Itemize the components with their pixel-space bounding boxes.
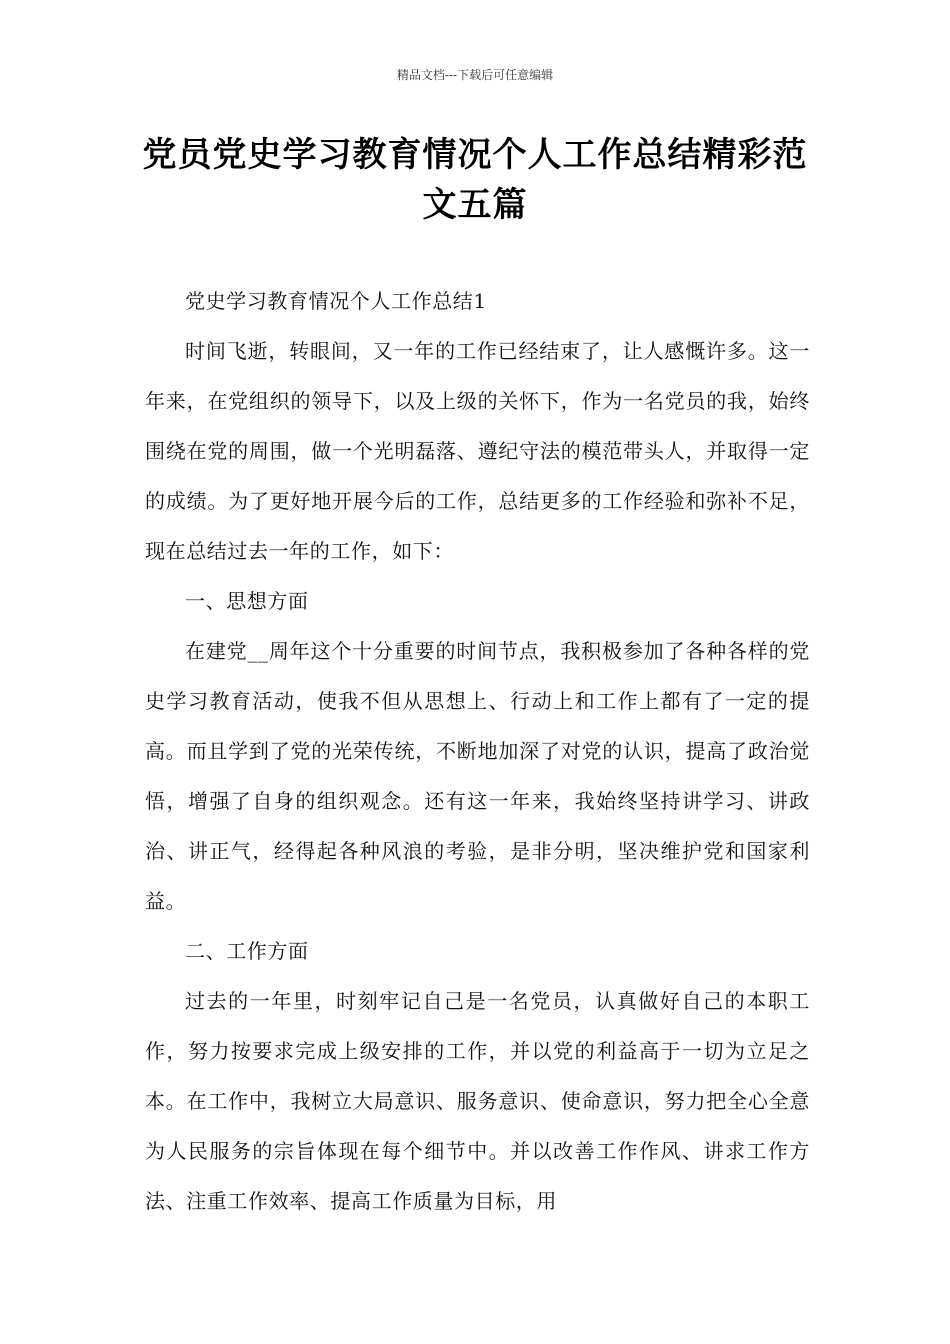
section-heading-work: 二、工作方面: [185, 939, 309, 963]
header-note: 精品文档---下载后可任意编辑: [396, 68, 554, 82]
intro-paragraph: 时间飞逝，转眼间，又一年的工作已经结束了，让人感慨许多。这一年来，在党组织的领导下，以及上级的关怀下，作为一名党员的我，始终围绕在党的周围，做一个光明磊落、遵纪守法的模范带头人，并取得一定的成绩。为了更好地开展今后的工作，总结更多的工作经验和弥补不足，现在总结过去一年的工作，如下：: [145, 339, 810, 563]
section-heading-summary-1: 党史学习教育情况个人工作总结1: [185, 289, 487, 313]
document-body: [145, 276, 810, 1226]
work-paragraph: 过去的一年里，时刻牢记自己是一名党员，认真做好自己的本职工作，努力按要求完成上级安排的工作，并以党的利益高于一切为立足之本。在工作中，我树立大局意识、服务意识、使命意识，努力把全心全意为人民服务的宗旨体现在每个细节中。并以改善工作作风、讲求工作方法、注重工作效率、提高工作质量为目标，用: [145, 989, 810, 1213]
document-title: 党员党史学习教育情况个人工作总结精彩范文五篇: [142, 135, 808, 225]
thought-paragraph: 在建党__周年这个十分重要的时间节点，我积极参加了各种各样的党史学习教育活动，使我不但从思想上、行动上和工作上都有了一定的提高。而且学到了党的光荣传统，不断地加深了对党的认识，提高了政治觉悟，增强了自身的组织观念。还有这一年来，我始终坚持讲学习、讲政治、讲正气，经得起各种风浪的考验，是非分明，坚决维护党和国家利益。: [145, 639, 810, 913]
section-heading-thought: 一、思想方面: [185, 589, 309, 613]
